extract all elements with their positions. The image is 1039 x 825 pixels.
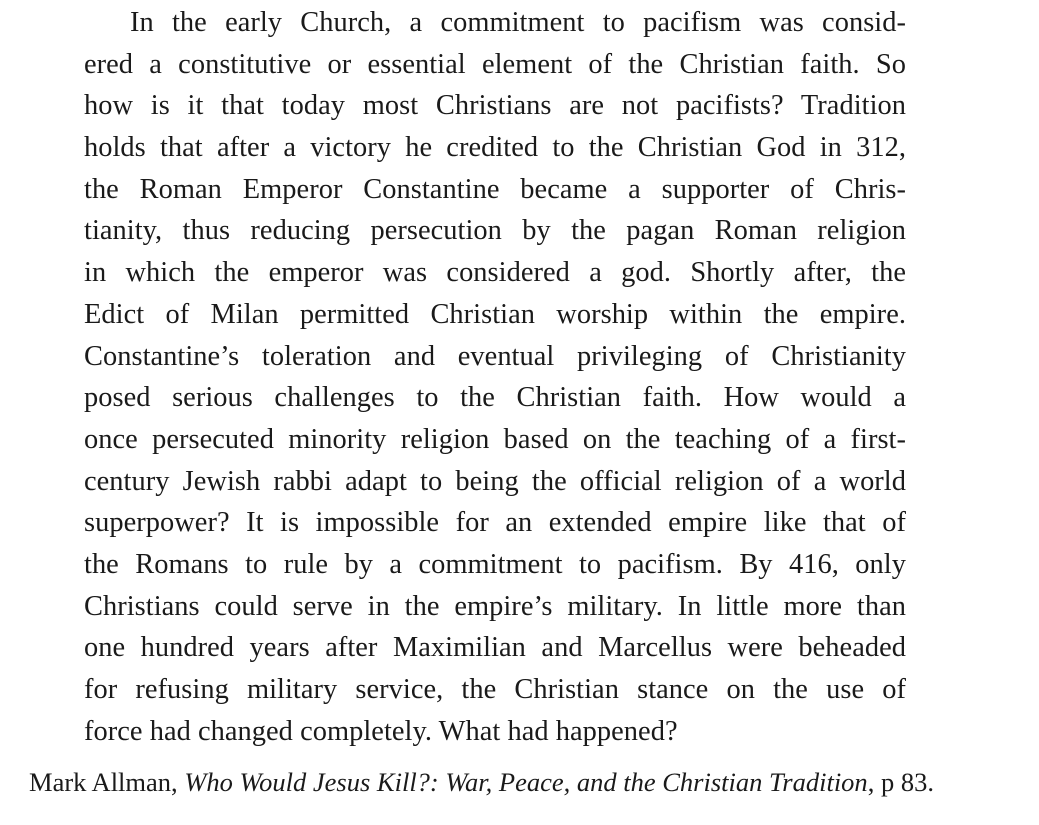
citation-page: , p 83. <box>867 767 934 797</box>
passage-line: century Jewish rabbi adapt to being the official religion of a world <box>84 465 906 497</box>
citation-author: Mark Allman, <box>29 767 178 797</box>
passage-line: tianity, thus reducing persecution by the pagan Roman religion <box>84 215 906 247</box>
citation <box>29 762 934 802</box>
passage-line: In the early Church, a commitment to pacifism was consid- <box>130 7 906 38</box>
passage-line: the Roman Emperor Constantine became a supporter of Chris- <box>84 173 906 205</box>
passage-line: once persecuted minority religion based on the teaching of a first- <box>84 423 906 455</box>
passage-line: Constantine’s toleration and eventual privileging of Christianity <box>84 340 906 372</box>
passage-line: Edict of Milan permitted Christian worship within the empire. <box>84 298 906 330</box>
passage-line: how is it that today most Christians are not pacifists? Tradition <box>84 90 906 122</box>
passage-line: Christians could serve in the empire’s military. In little more than <box>84 590 906 622</box>
passage-line: in which the emperor was considered a god. Shortly after, the <box>84 257 906 289</box>
passage-line: force had changed completely. What had happened? <box>84 715 678 747</box>
passage-line: one hundred years after Maximilian and Marcellus were beheaded <box>84 632 906 664</box>
passage-line: for refusing military service, the Christian stance on the use of <box>84 674 906 705</box>
passage-line: the Romans to rule by a commitment to pacifism. By 416, only <box>84 548 906 580</box>
passage-line: superpower? It is impossible for an extended empire like that of <box>84 507 906 539</box>
passage-line: posed serious challenges to the Christian faith. How would a <box>84 382 906 414</box>
passage-line: ered a constitutive or essential element of the Christian faith. So <box>84 48 906 80</box>
citation-book-title: Who Would Jesus Kill?: War, Peace, and the Christian Tradition <box>184 767 868 797</box>
passage-line: holds that after a victory he credited to the Christian God in 312, <box>84 132 906 164</box>
quoted-passage <box>84 2 906 752</box>
